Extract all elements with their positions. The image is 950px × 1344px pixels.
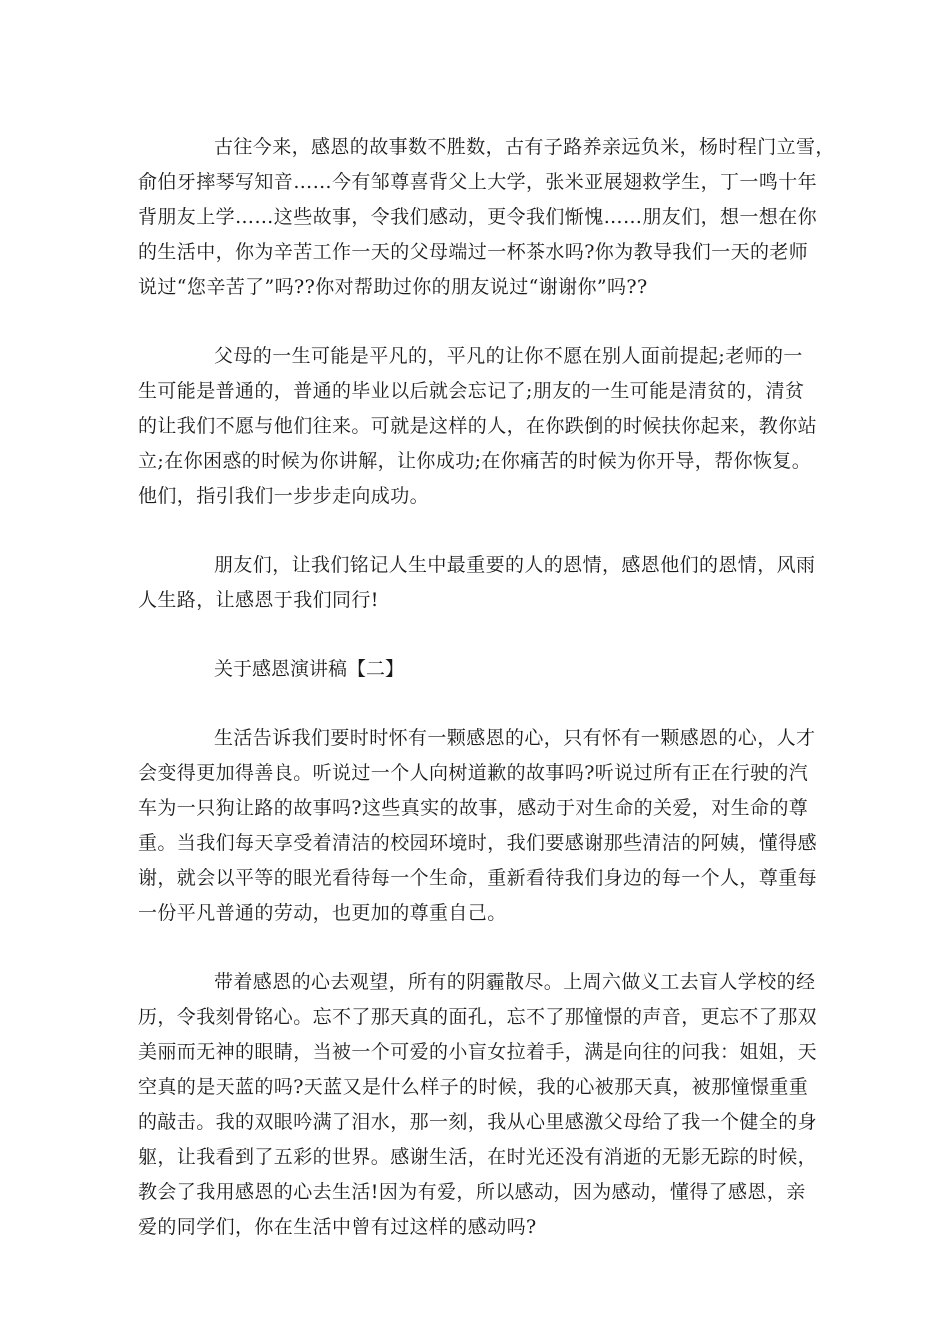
document-page: [138, 130, 835, 1245]
paragraph-line: 重。当我们每天享受着清洁的校园环境时，我们要感谢那些清洁的阿姨，懂得感: [138, 832, 818, 854]
paragraph-line: 背朋友上学……这些故事，令我们感动，更令我们惭愧……朋友们，想一想在你: [138, 206, 818, 228]
paragraph-line: 说过“您辛苦了”吗??你对帮助过你的朋友说过“谢谢你”吗??: [138, 276, 648, 298]
paragraph-line: 爱的同学们，你在生活中曾有过这样的感动吗?: [138, 1216, 537, 1238]
paragraph-gap: [138, 514, 828, 548]
paragraph-gap: [138, 687, 828, 721]
paragraph-line: 的让我们不愿与他们往来。可就是这样的人，在你跌倒的时候扶你起来，教你站: [138, 415, 818, 437]
paragraph-1: [138, 130, 835, 305]
paragraph-line: 会变得更加得善良。听说过一个人向树道歉的故事吗?听说过所有正在行驶的汽: [138, 762, 809, 784]
paragraph-line: 的敲击。我的双眼吟满了泪水，那一刻，我从心里感激父母给了我一个健全的身: [138, 1111, 818, 1133]
paragraph-3: [138, 548, 828, 618]
paragraph-line: 躯，让我看到了五彩的世界。感谢生活，在时光还没有消逝的无影无踪的时候，: [138, 1146, 818, 1168]
paragraph-line: 立;在你困惑的时候为你讲解，让你成功;在你痛苦的时候为你开导，帮你恢复。: [138, 450, 812, 472]
paragraph-line: 生可能是普通的，普通的毕业以后就会忘记了;朋友的一生可能是清贫的，清贫: [138, 380, 805, 402]
paragraph-line: 他们，指引我们一步步走向成功。: [138, 485, 430, 507]
paragraph-4: [138, 721, 828, 931]
paragraph-line: 空真的是天蓝的吗?天蓝又是什么样子的时候，我的心被那天真，被那憧憬重重: [138, 1076, 809, 1098]
paragraph-line: 带着感恩的心去观望，所有的阴霾散尽。上周六做义工去盲人学校的经: [214, 971, 816, 993]
paragraph-line: 历，令我刻骨铭心。忘不了那天真的面孔，忘不了那憧憬的声音，更忘不了那双: [138, 1006, 818, 1028]
paragraph-gap: [138, 618, 828, 652]
paragraph-5: [138, 965, 828, 1245]
paragraph-line: 生活告诉我们要时时怀有一颗感恩的心，只有怀有一颗感恩的心，人才: [214, 727, 816, 749]
paragraph-gap: [138, 931, 828, 965]
paragraph-line: 美丽而无神的眼睛，当被一个可爱的小盲女拉着手，满是向往的问我：姐姐，天: [138, 1041, 818, 1063]
paragraph-gap: [138, 305, 828, 339]
paragraph-line: 谢，就会以平等的眼光看待每一个生命，重新看待我们身边的每一个人，尊重每: [138, 867, 818, 889]
paragraph-line: 父母的一生可能是平凡的，平凡的让你不愿在别人面前提起;老师的一: [214, 345, 803, 367]
paragraph-line: 车为一只狗让路的故事吗?这些真实的故事，感动于对生命的关爱，对生命的尊: [138, 797, 809, 819]
section-heading: 关于感恩演讲稿【二】: [214, 658, 405, 680]
paragraph-line: 的生活中，你为辛苦工作一天的父母端过一杯茶水吗?你为教导我们一天的老师: [138, 241, 809, 263]
paragraph-line: 教会了我用感恩的心去生活!因为有爱，所以感动，因为感动，懂得了感恩，亲: [138, 1181, 806, 1203]
paragraph-line: 一份平凡普通的劳动，也更加的尊重自己。: [138, 902, 507, 924]
paragraph-line: 朋友们，让我们铭记人生中最重要的人的恩情，感恩他们的恩情，风雨: [214, 554, 816, 576]
paragraph-line: 古往今来，感恩的故事数不胜数，古有子路养亲远负米，杨时程门立雪，: [214, 136, 835, 158]
paragraph-line: 人生路，让感恩于我们同行!: [138, 589, 379, 611]
paragraph-line: 俞伯牙摔琴写知音……今有邹尊喜背父上大学，张米亚展翅救学生，丁一鸣十年: [138, 171, 818, 193]
paragraph-2: [138, 339, 828, 514]
